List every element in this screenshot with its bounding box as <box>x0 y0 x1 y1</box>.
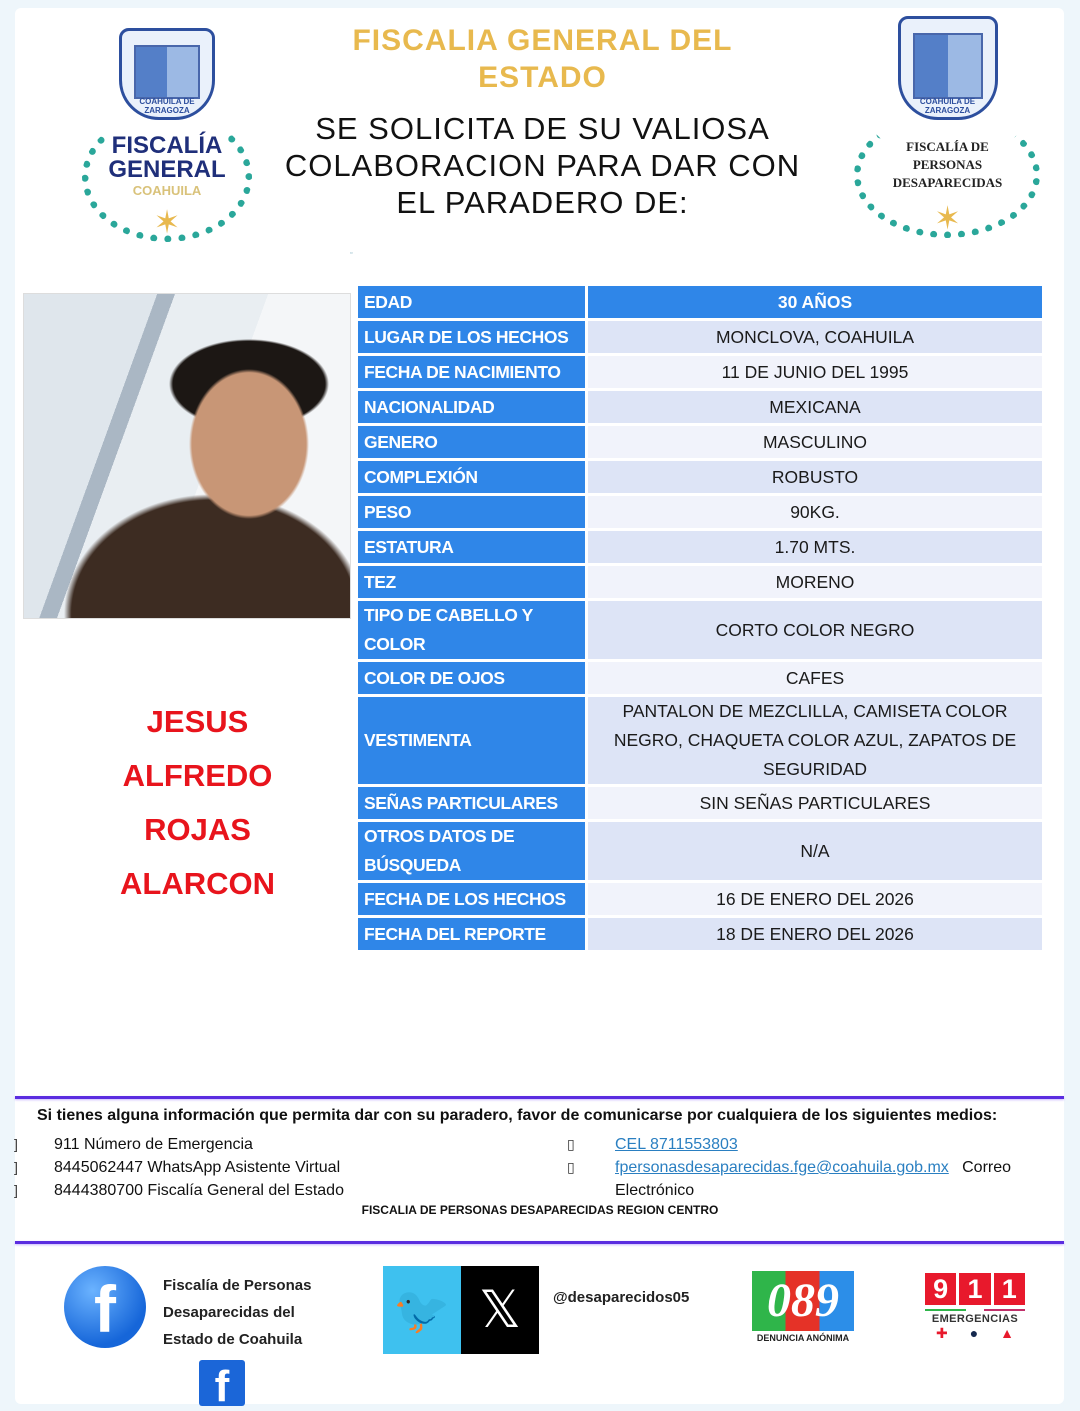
bullet-icon: ▯ <box>567 1159 575 1175</box>
star-icon: ✶ <box>934 200 961 236</box>
organization-title: FISCALIA GENERAL DEL ESTADO <box>352 24 733 94</box>
facebook-page-name: Fiscalía de Personas Desaparecidas del Estado de Coahuila <box>163 1277 312 1348</box>
bullet-icon: ] <box>14 1159 18 1175</box>
detail-row-genero: GENERO MASCULINO <box>358 426 1042 461</box>
detail-row-otros-datos: OTROS DATOS DE BÚSQUEDA N/A <box>358 822 1042 883</box>
detail-row-tez: TEZ MORENO <box>358 566 1042 601</box>
fiscalia-personas-desaparecidas-logo <box>850 12 1045 244</box>
region-label: FISCALIA DE PERSONAS DESAPARECIDAS REGION CENTRO <box>361 1203 719 1217</box>
detail-row-lugar: LUGAR DE LOS HECHOS MONCLOVA, COAHUILA <box>358 321 1042 356</box>
detail-row-vestimenta: VESTIMENTA PANTALON DE MEZCLILLA, CAMISETA COLOR NEGRO, CHAQUETA COLOR AZUL, ZAPATOS DE SEGURIDAD <box>358 697 1042 787</box>
coat-of-arms-icon: COAHUILA DE ZARAGOZA <box>898 16 998 120</box>
coat-of-arms-icon: COAHUILA DE ZARAGOZA <box>119 28 215 120</box>
contact-item-cel <box>567 1133 1057 1156</box>
detail-row-fecha-hechos: FECHA DE LOS HECHOS 16 DE ENERO DEL 2026 <box>358 883 1042 918</box>
email-label: Correo Electrónico <box>615 1159 1012 1199</box>
logo-text-line2: GENERAL <box>108 156 226 183</box>
logo-text-line2: PERSONAS <box>912 157 983 172</box>
detail-row-fecha-nacimiento: FECHA DE NACIMIENTO 11 DE JUNIO DEL 1995 <box>358 356 1042 391</box>
logo-text-line3: COAHUILA <box>132 183 202 198</box>
contact-item-911: ] 911 Número de Emergencia <box>14 1133 344 1156</box>
bullet-icon: ] <box>14 1182 18 1198</box>
logo-text-line3: DESAPARECIDAS <box>892 175 1003 190</box>
contact-item-email <box>567 1156 1057 1202</box>
x-logo-icon[interactable]: 𝕏 <box>461 1266 539 1354</box>
medical-cross-icon: ✚ <box>935 1325 948 1341</box>
contact-instructions: Si tienes alguna información que permita dar con su paradero, favor de comunicarse por cualquiera de los siguientes medios: <box>37 1107 998 1124</box>
missing-person-photo <box>23 293 351 619</box>
facebook-round-icon[interactable]: f <box>64 1266 146 1348</box>
person-details-table <box>358 286 1042 953</box>
detail-row-complexion: COMPLEXIÓN ROBUSTO <box>358 461 1042 496</box>
section-divider <box>15 1241 1064 1244</box>
contact-link-list <box>567 1133 1057 1202</box>
facebook-square-icon[interactable]: f <box>199 1360 245 1406</box>
detail-row-ojos: COLOR DE OJOS CAFES <box>358 662 1042 697</box>
bullet-icon: ] <box>14 1136 18 1152</box>
detail-row-senas: SEÑAS PARTICULARES SIN SEÑAS PARTICULARES <box>358 787 1042 822</box>
twitter-bird-icon[interactable]: 🐦 <box>383 1266 461 1354</box>
email-link[interactable]: fpersonasdesaparecidas.fge@coahuila.gob.mx <box>615 1159 949 1176</box>
phone-link[interactable]: CEL 8711553803 <box>615 1136 738 1153</box>
twitter-handle: @desaparecidos05 <box>553 1289 690 1306</box>
contact-item-fiscalia: ] 8444380700 Fiscalía General del Estado <box>14 1179 344 1202</box>
contact-item-whatsapp: ] 8445062447 WhatsApp Asistente Virtual <box>14 1156 344 1179</box>
police-cap-icon: ● <box>969 1325 979 1341</box>
bullet-icon: ▯ <box>567 1136 575 1152</box>
detail-row-edad: EDAD 30 AÑOS <box>358 286 1042 321</box>
request-heading: SE SOLICITA DE SU VALIOSA COLABORACION PARA DAR CON EL PARADERO DE: <box>284 111 801 220</box>
detail-row-fecha-reporte: FECHA DEL REPORTE 18 DE ENERO DEL 2026 <box>358 918 1042 953</box>
logo-text-line1: FISCALÍA <box>111 132 223 159</box>
emergencias-911-logo: 9 1 1 EMERGENCIAS ✚ ● ▲ <box>925 1273 1025 1342</box>
detail-row-estatura: ESTATURA 1.70 MTS. <box>358 531 1042 566</box>
logo-text-line1: FISCALÍA DE <box>906 139 989 154</box>
star-icon: ✶ <box>153 204 181 240</box>
fiscalia-general-logo <box>78 28 256 243</box>
detail-row-nacionalidad: NACIONALIDAD MEXICANA <box>358 391 1042 426</box>
contact-phone-list <box>14 1133 344 1202</box>
missing-person-name: JESUS ALFREDO ROJAS ALARCON <box>120 704 275 901</box>
denuncia-anonima-089-logo: 089 DENUNCIA ANÓNIMA <box>752 1271 854 1345</box>
section-divider <box>15 1096 1064 1099</box>
fire-icon: ▲ <box>1000 1325 1014 1341</box>
image-placeholder-icon: ▫ <box>350 250 353 257</box>
detail-row-cabello: TIPO DE CABELLO Y COLOR CORTO COLOR NEGRO <box>358 601 1042 662</box>
detail-row-peso: PESO 90KG. <box>358 496 1042 531</box>
